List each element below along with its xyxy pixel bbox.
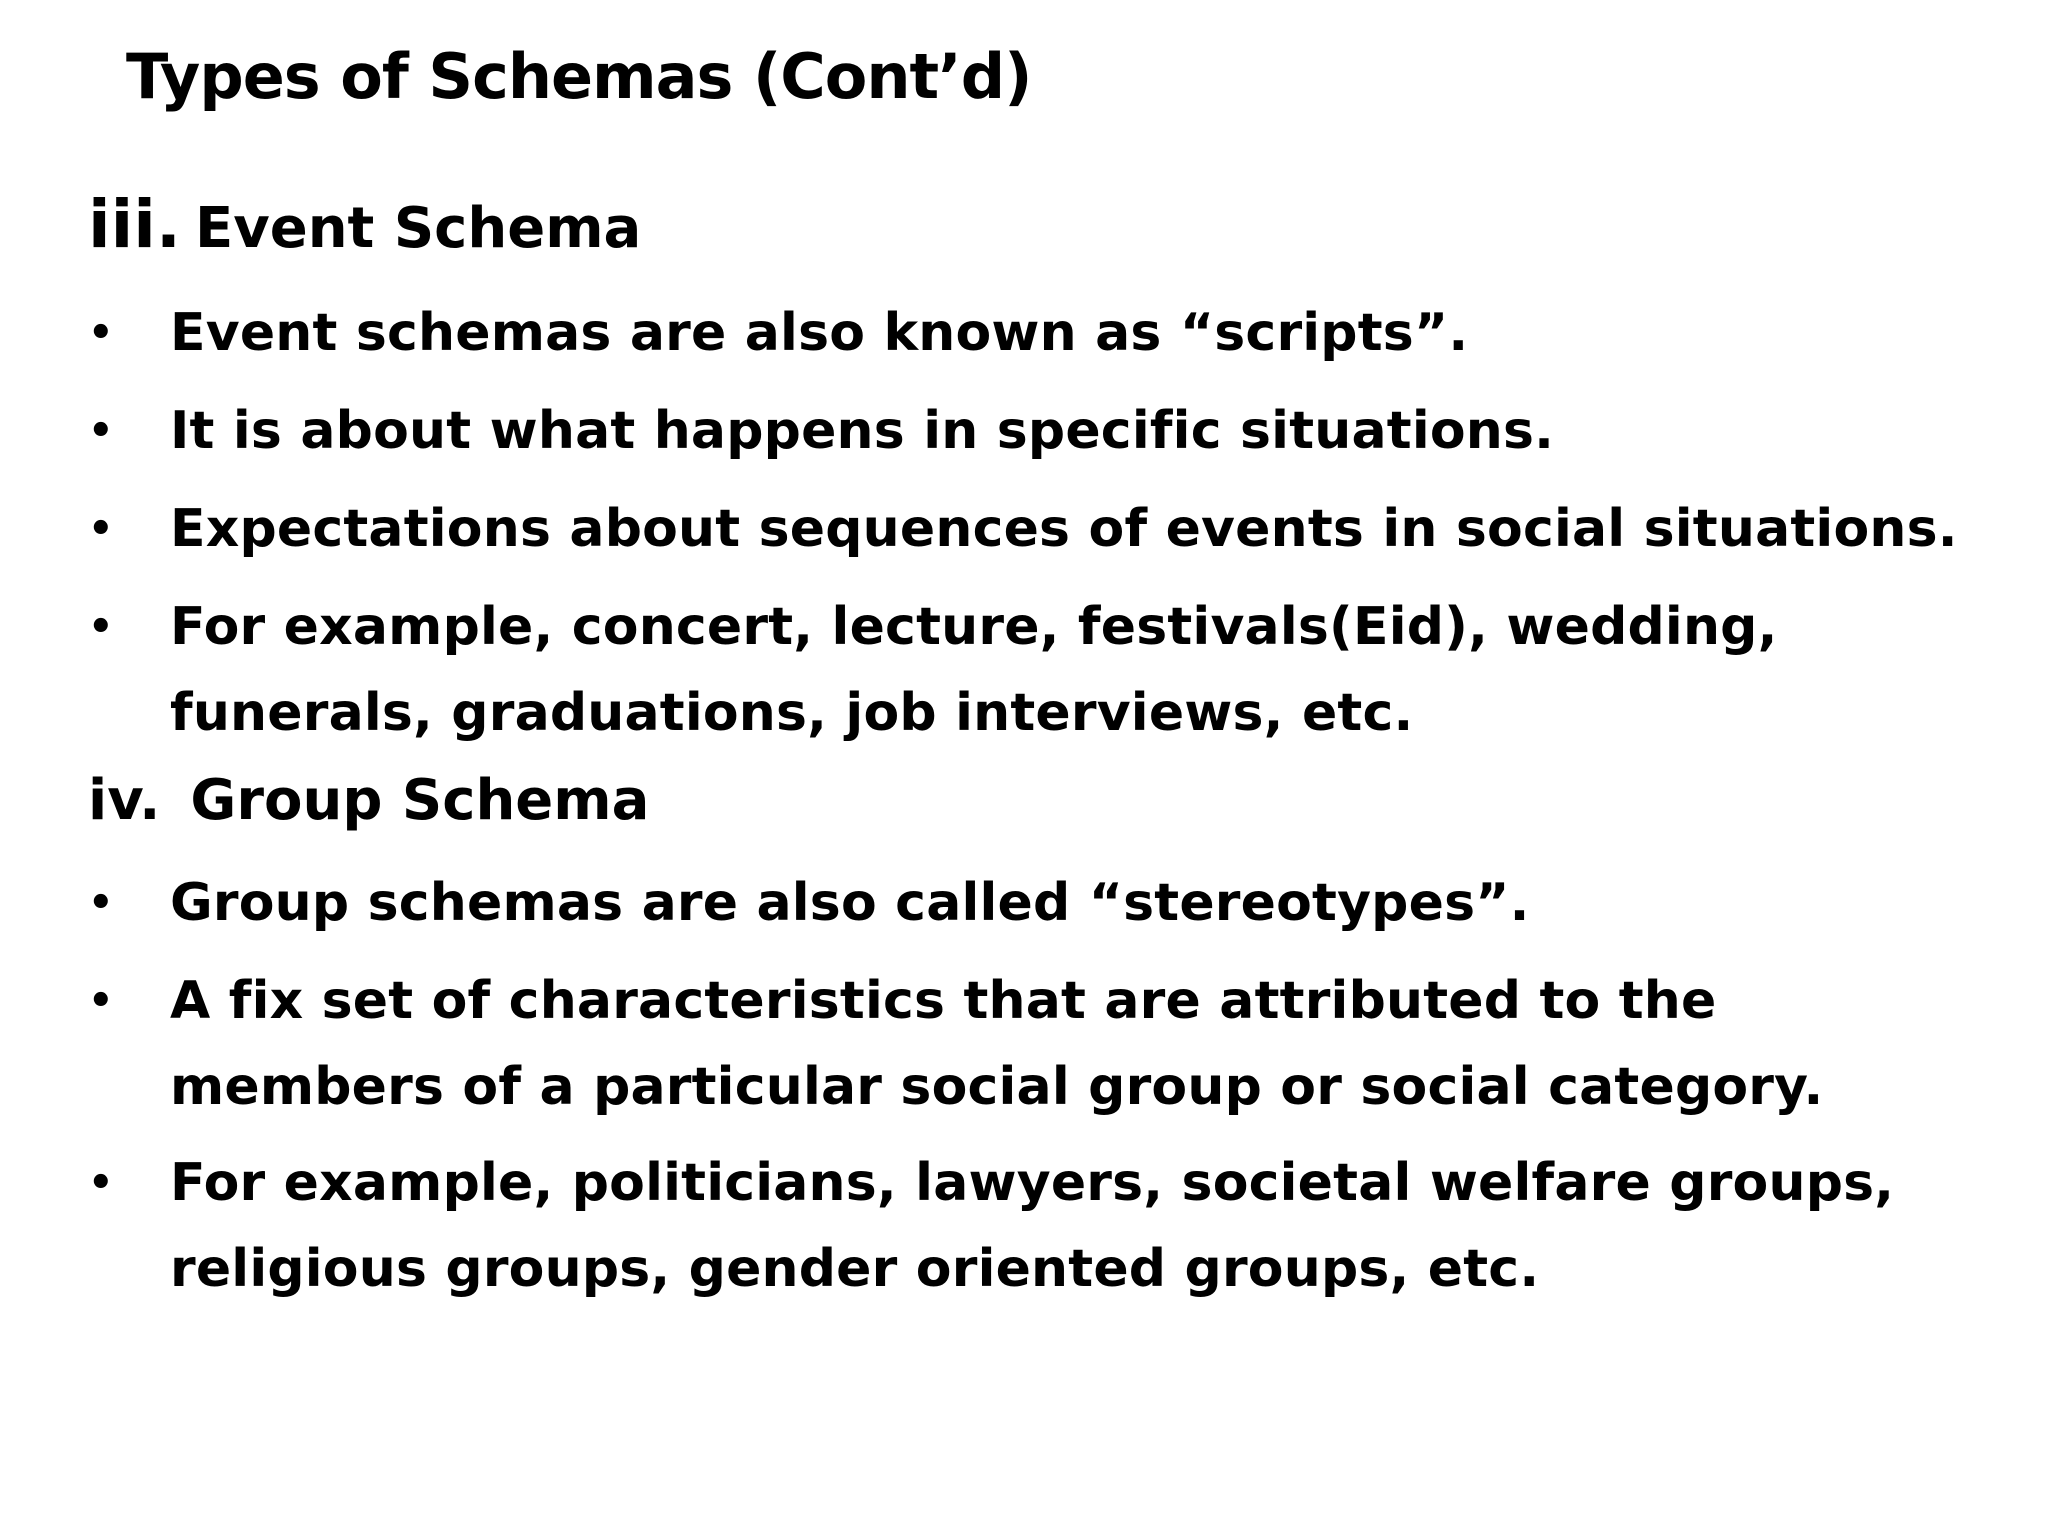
bullet-icon: • [88,880,114,926]
section-numeral: iv. [88,768,161,833]
section-heading-event-schema [88,186,641,263]
bullet-line: funerals, graduations, job interviews, etc. [170,683,1414,743]
bullet-icon: • [88,506,114,552]
list-item [88,958,1988,1130]
bullet-icon: • [88,408,114,454]
bullet-icon: • [88,978,114,1024]
list-item [88,584,1988,756]
bullet-line: Group schemas are also called “stereotypes”. [170,873,1530,933]
bullet-line: For example, politicians, lawyers, societal welfare groups, [170,1153,1895,1213]
bullet-line: religious groups, gender oriented groups, etc. [170,1239,1540,1299]
bullet-line: Expectations about sequences of events in social situations. [170,499,1958,559]
section-heading-text: Event Schema [194,196,642,261]
section-heading-text: Group Schema [190,768,650,833]
list-item [88,486,1988,572]
bullet-line: Event schemas are also known as “scripts”. [170,303,1469,363]
list-item [88,290,1988,376]
list-item [88,1140,1988,1312]
section-heading-group-schema [88,768,649,833]
slide-title: Types of Schemas (Cont’d) [126,40,1032,113]
bullet-icon: • [88,310,114,356]
bullet-icon: • [88,604,114,650]
section-numeral: iii. [88,186,181,263]
list-item [88,388,1988,474]
bullet-icon: • [88,1160,114,1206]
bullet-line: A fix set of characteristics that are attributed to the [170,971,1717,1031]
list-item [88,860,1988,946]
bullet-line: members of a particular social group or social category. [170,1057,1824,1117]
bullet-line: It is about what happens in specific situations. [170,401,1555,461]
bullet-line: For example, concert, lecture, festivals(Eid), wedding, [170,597,1778,657]
